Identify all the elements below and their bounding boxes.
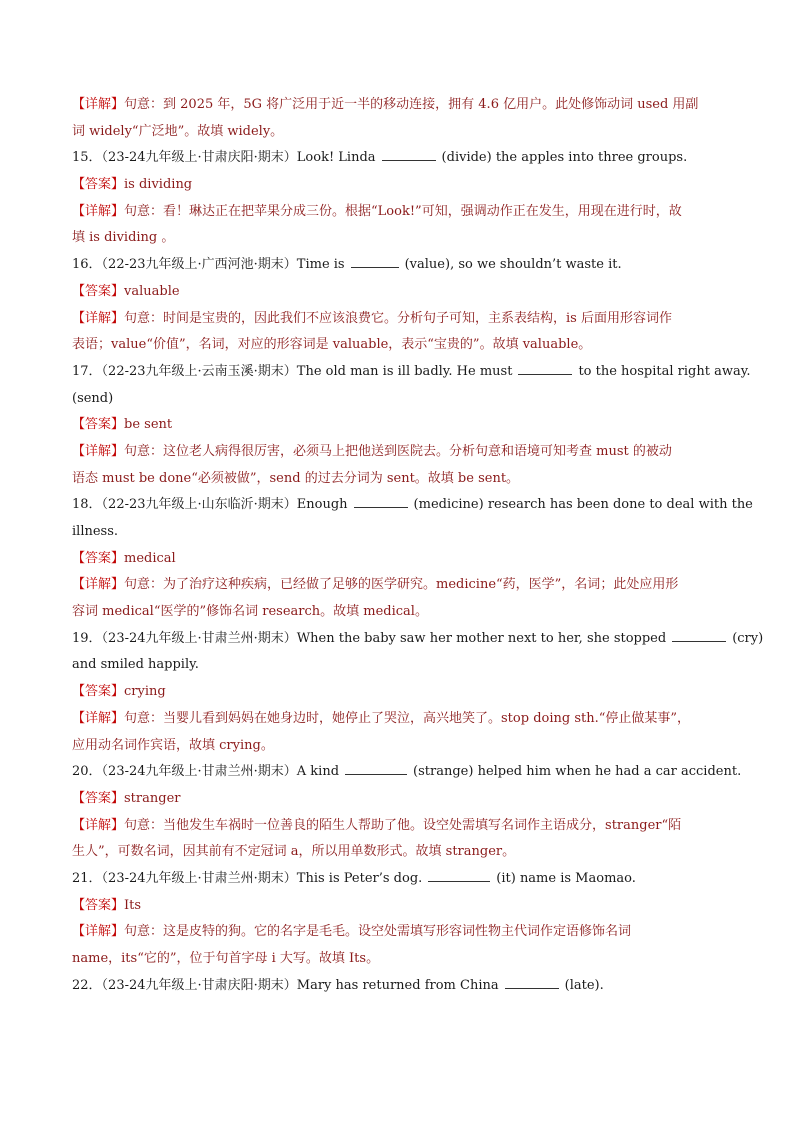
detail-text: 句意：看！琳达正在把苹果分成三份。根据“Look!”可知，强调动作正在发生，用现在进行时，故 [124, 203, 682, 219]
question-18: 18．（22-23九年级上·山东临沂·期末）Enough (medicine) research has been done to deal with the [72, 497, 753, 513]
question-20: 20．（23-24九年级上·甘肃兰州·期末）A kind (strange) helped him when he had a car accident. [72, 764, 742, 780]
detail-text: 句意：当他发生车祸时一位善良的陌生人帮助了他。设空处需填写名词作主语成分，stranger“陌 [124, 817, 682, 833]
answer-text: Its [124, 897, 142, 913]
answer-label: 【答案】 [72, 790, 125, 806]
detail-label: 【详解】 [72, 710, 125, 726]
detail-text: 表语；value“价值”，名词，对应的形容词是 valuable，表示“宝贵的”。故填 valuable。 [72, 337, 592, 353]
answer-blank [345, 762, 407, 775]
answer-text: medical [124, 550, 176, 566]
answer-label: 【答案】 [72, 177, 125, 193]
detail-text: 句意：时间是宝贵的，因此我们不应该浪费它。分析句子可知，主系表结构，is 后面用形容词作 [124, 310, 672, 326]
detail-label: 【详解】 [72, 310, 125, 326]
detail-text: 词 widely“广泛地”。故填 widely。 [72, 123, 284, 139]
question-19-cont: and smiled happily. [72, 657, 199, 673]
answer-19 [72, 679, 722, 706]
question-16: 16．（22-23九年级上·广西河池·期末）Time is (value), so we shouldn’t waste it. [72, 257, 622, 273]
answer-16 [72, 279, 722, 306]
explanation-block [72, 92, 722, 145]
detail-text: 应用动名词作宾语，故填 crying。 [72, 737, 274, 753]
answer-text: be sent [124, 417, 173, 433]
detail-label: 【详解】 [72, 924, 125, 940]
answer-blank [351, 255, 399, 268]
question-17: 17．（22-23九年级上·云南玉溪·期末）The old man is ill badly. He must to the hospital right away. [72, 363, 751, 379]
answer-blank [354, 495, 408, 508]
detail-text: 填 is dividing 。 [72, 230, 175, 246]
answer-text: stranger [124, 790, 181, 806]
answer-label: 【答案】 [72, 684, 125, 700]
question-17-cont: (send) [72, 390, 114, 406]
answer-text: crying [124, 684, 166, 700]
answer-18 [72, 546, 722, 573]
answer-text: is dividing [124, 177, 193, 193]
answer-blank [672, 629, 726, 642]
detail-text: 句意：当婴儿看到妈妈在她身边时，她停止了哭泣，高兴地笑了。stop doing sth.“停止做某事”， [124, 710, 691, 726]
answer-20 [72, 786, 722, 813]
detail-text: 生人”，可数名词，因其前有不定冠词 a，所以用单数形式。故填 stranger。 [72, 844, 516, 860]
question-21: 21．（23-24九年级上·甘肃兰州·期末）This is Peter’s dog. (it) name is Maomao. [72, 870, 636, 886]
answer-label: 【答案】 [72, 897, 125, 913]
detail-label: 【详解】 [72, 817, 125, 833]
question-15: 15．（23-24九年级上·甘肃庆阳·期末）Look! Linda (divide) the apples into three groups. [72, 150, 688, 166]
question-19: 19．（23-24九年级上·甘肃兰州·期末）When the baby saw her mother next to her, she stopped (cry) [72, 630, 764, 646]
detail-text: 语态 must be done“必须被做”，send 的过去分词为 sent。故填 be sent。 [72, 470, 520, 486]
detail-label: 【详解】 [72, 577, 125, 593]
detail-label: 【详解】 [72, 97, 125, 112]
answer-blank [428, 869, 490, 882]
detail-label: 【详解】 [72, 443, 125, 459]
answer-blank [518, 362, 572, 375]
document-page [72, 92, 764, 999]
detail-text: name，its“它的”，位于句首字母 i 大写。故填 Its。 [72, 951, 380, 966]
detail-label: 【详解】 [72, 203, 125, 219]
detail-text: 句意：为了治疗这种疾病，已经做了足够的医学研究。medicine“药，医学”，名词；此处应用形 [124, 577, 679, 593]
answer-21 [72, 893, 722, 920]
answer-15 [72, 172, 722, 199]
answer-blank [505, 976, 559, 989]
answer-blank [382, 148, 436, 161]
answer-label: 【答案】 [72, 283, 125, 299]
answer-17 [72, 412, 722, 439]
answer-label: 【答案】 [72, 417, 125, 433]
detail-text: 句意：到 2025 年，5G 将广泛用于近一半的移动连接，拥有 4.6 亿用户。此处修饰动词 used 用副 [124, 97, 699, 112]
answer-text: valuable [124, 283, 180, 299]
detail-text: 句意：这位老人病得很厉害，必须马上把他送到医院去。分析句意和语境可知考查 must 的被动 [124, 443, 672, 459]
answer-label: 【答案】 [72, 550, 125, 566]
detail-text: 容词 medical“医学的”修饰名词 research。故填 medical。 [72, 604, 428, 620]
question-22: 22．（23-24九年级上·甘肃庆阳·期末）Mary has returned from China (late). [72, 977, 604, 993]
detail-text: 句意：这是皮特的狗。它的名字是毛毛。设空处需填写形容词性物主代词作定语修饰名词 [124, 924, 632, 940]
question-18-cont: illness. [72, 524, 119, 539]
